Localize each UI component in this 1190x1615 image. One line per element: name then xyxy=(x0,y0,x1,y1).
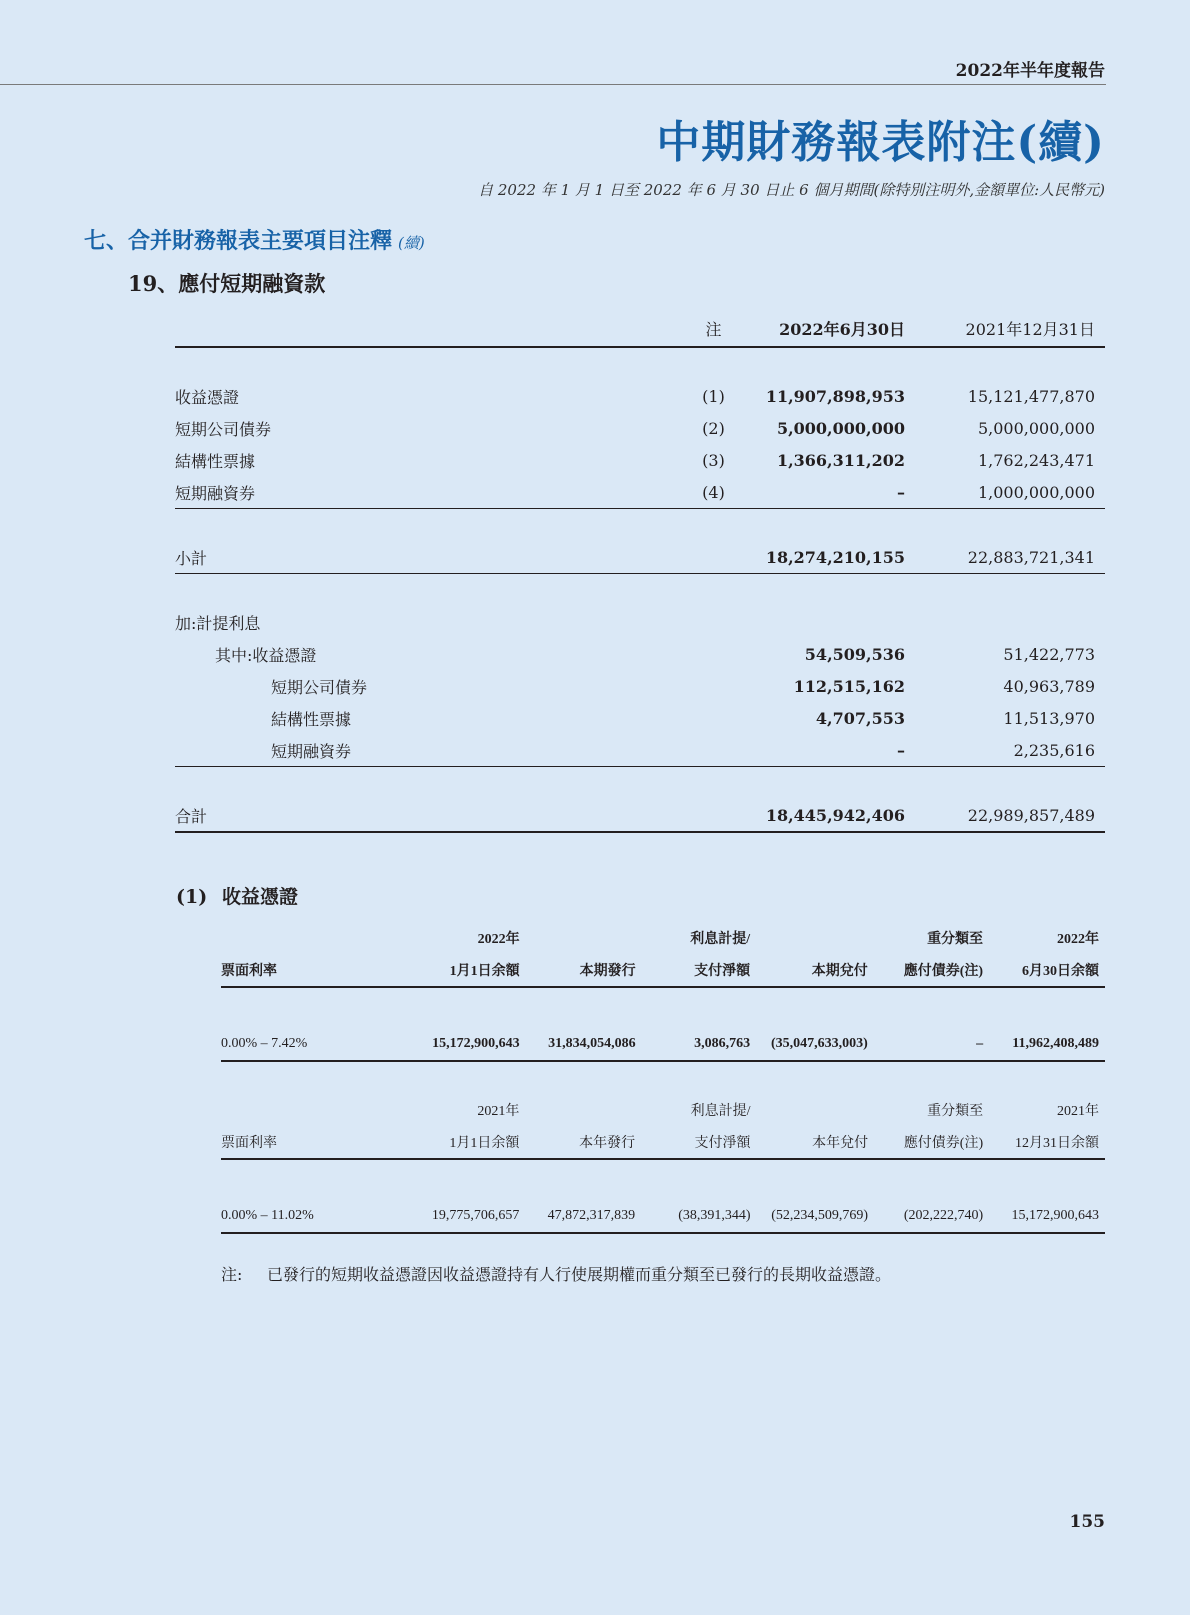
table-header-row xyxy=(175,310,1105,347)
header-cell: 本期兌付 xyxy=(756,954,874,987)
row-current: 1,366,311,202 xyxy=(776,450,905,470)
subtotal-row xyxy=(175,541,1105,574)
movement-header-row-2 xyxy=(221,954,1105,987)
data-cell: 0.00% – 7.42% xyxy=(221,1028,407,1061)
row-note: (3) xyxy=(702,450,725,470)
header-cell: 票面利率 xyxy=(221,954,407,987)
short-term-financing-table xyxy=(175,310,1105,833)
data-cell: 31,834,054,086 xyxy=(526,1028,642,1061)
footnote-label: 注: xyxy=(221,1265,243,1284)
total-current: 18,445,942,406 xyxy=(742,799,915,832)
data-cell: 19,775,706,657 xyxy=(407,1200,526,1233)
total-row xyxy=(175,799,1105,832)
interest-label: 收益憑證 xyxy=(252,645,317,665)
page-number: 155 xyxy=(1069,1512,1105,1532)
data-cell: 0.00% – 11.02% xyxy=(221,1200,407,1233)
subsection-title-text: 收益憑證 xyxy=(222,886,299,908)
row-label: 結構性票據 xyxy=(175,451,256,471)
header-rule xyxy=(0,84,1106,85)
movement-table-2022 xyxy=(221,922,1105,1062)
movement-header-row-1 xyxy=(221,922,1105,954)
header-cell: 6月30日余額 xyxy=(989,954,1105,987)
header-cell: 應付債券(注) xyxy=(874,954,989,987)
interest-row xyxy=(175,734,1105,767)
interest-previous: 51,422,773 xyxy=(1003,644,1095,664)
header-cell: 票面利率 xyxy=(221,1126,407,1159)
data-cell: (35,047,633,003) xyxy=(756,1028,874,1061)
subtotal-current: 18,274,210,155 xyxy=(742,541,915,574)
footnote-text: 已發行的短期收益憑證因收益憑證持有人行使展期權而重分類至已發行的長期收益憑證。 xyxy=(267,1265,892,1284)
data-cell: 15,172,900,643 xyxy=(989,1200,1105,1233)
movement-data-row xyxy=(221,1028,1105,1061)
period-note: 自 2022 年 1 月 1 日至 2022 年 6 月 30 日止 6 個月期間(除特別注明外,金額單位:人民幣元) xyxy=(478,181,1105,199)
row-current: 5,000,000,000 xyxy=(776,418,905,438)
table-row xyxy=(175,380,1105,412)
table-row xyxy=(175,412,1105,444)
interest-prefix: 其中: xyxy=(215,645,253,665)
data-cell: 3,086,763 xyxy=(642,1028,757,1061)
interest-row xyxy=(175,702,1105,734)
report-title: 2022年半年度報告 xyxy=(955,61,1105,81)
interest-row xyxy=(175,638,1105,670)
total-previous: 22,989,857,489 xyxy=(915,799,1105,832)
interest-previous: 40,963,789 xyxy=(1003,676,1095,696)
row-label: 收益憑證 xyxy=(175,387,240,407)
subtotal-previous: 22,883,721,341 xyxy=(915,541,1105,574)
row-previous: 15,121,477,870 xyxy=(967,386,1095,406)
section-heading-continued: (續) xyxy=(398,234,425,252)
row-previous: 5,000,000,000 xyxy=(977,418,1095,438)
interest-previous: 11,513,970 xyxy=(1003,708,1095,728)
header-cell: 本年兌付 xyxy=(757,1126,875,1159)
data-cell: 11,962,408,489 xyxy=(989,1028,1105,1061)
header-cell: 2021年 xyxy=(1057,1104,1099,1119)
row-current: 11,907,898,953 xyxy=(765,386,905,406)
data-cell: 47,872,317,839 xyxy=(525,1200,641,1233)
interest-label: 短期融資券 xyxy=(271,741,352,761)
data-cell: 15,172,900,643 xyxy=(407,1028,526,1061)
subtotal-label: 小計 xyxy=(175,541,685,574)
add-interest-label: 加:計提利息 xyxy=(175,613,261,633)
data-cell: (38,391,344) xyxy=(641,1200,756,1233)
movement-table-2021 xyxy=(221,1094,1105,1234)
interest-label: 短期公司債券 xyxy=(271,677,368,697)
row-label: 短期融資券 xyxy=(175,476,685,509)
subsection-title xyxy=(176,882,298,909)
header-cell: 重分類至 xyxy=(927,932,984,947)
interest-current: 4,707,553 xyxy=(815,708,905,728)
header-cell: 本年發行 xyxy=(525,1126,641,1159)
header-cell: 利息計提/ xyxy=(690,932,751,947)
row-note: (1) xyxy=(702,386,725,406)
header-cell: 支付淨額 xyxy=(641,1126,756,1159)
interest-label: 結構性票據 xyxy=(271,709,352,729)
header-cell: 2022年 xyxy=(1057,932,1099,947)
subsection-number: (1) xyxy=(176,886,208,908)
header-cell: 利息計提/ xyxy=(690,1104,751,1119)
header-cell: 重分類至 xyxy=(927,1104,984,1119)
table-row xyxy=(175,476,1105,509)
movement-header-row-1 xyxy=(221,1094,1105,1126)
movement-header-row-2 xyxy=(221,1126,1105,1159)
table-row xyxy=(175,444,1105,476)
footnote xyxy=(221,1262,891,1285)
data-cell: (52,234,509,769) xyxy=(757,1200,875,1233)
total-label: 合計 xyxy=(175,799,685,832)
header-cell: 2021年 xyxy=(477,1104,520,1119)
row-current: – xyxy=(742,476,915,509)
interest-previous: 2,235,616 xyxy=(915,734,1105,767)
header-cell: 1月1日余額 xyxy=(407,1126,526,1159)
interest-current: 54,509,536 xyxy=(804,644,905,664)
row-previous: 1,762,243,471 xyxy=(977,450,1095,470)
section-heading-text: 七、合并財務報表主要項目注釋 xyxy=(84,228,393,254)
data-cell: (202,222,740) xyxy=(874,1200,989,1233)
row-note: (4) xyxy=(685,476,742,509)
row-label: 短期公司債券 xyxy=(175,419,272,439)
sub-heading: 19、應付短期融資款 xyxy=(128,271,326,296)
page-title: 中期財務報表附注(續) xyxy=(656,117,1105,168)
section-heading xyxy=(84,224,425,255)
add-interest-row xyxy=(175,606,1105,638)
header-cell: 12月31日余額 xyxy=(989,1126,1105,1159)
header-cell: 1月1日余額 xyxy=(407,954,526,987)
header-previous: 2021年12月31日 xyxy=(915,310,1105,347)
header-current: 2022年6月30日 xyxy=(742,310,915,347)
header-note: 注 xyxy=(685,310,742,347)
header-cell: 2022年 xyxy=(477,932,520,947)
row-previous: 1,000,000,000 xyxy=(915,476,1105,509)
header-cell: 本期發行 xyxy=(526,954,642,987)
movement-data-row xyxy=(221,1200,1105,1233)
row-note: (2) xyxy=(702,418,725,438)
data-cell: – xyxy=(874,1028,989,1061)
interest-row xyxy=(175,670,1105,702)
interest-current: – xyxy=(742,734,915,767)
header-cell: 應付債券(注) xyxy=(874,1126,989,1159)
interest-current: 112,515,162 xyxy=(793,676,905,696)
header-cell: 支付淨額 xyxy=(642,954,757,987)
